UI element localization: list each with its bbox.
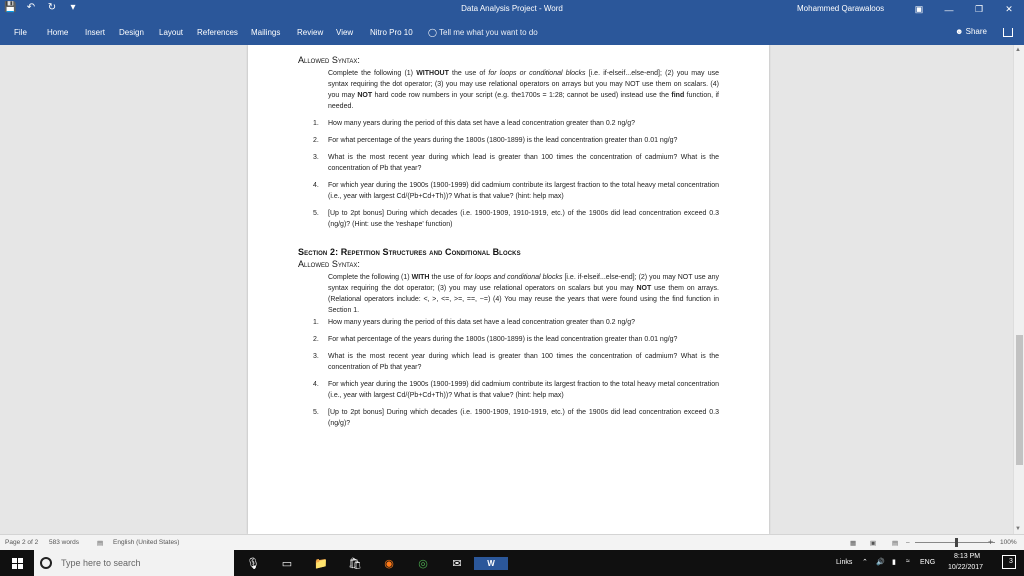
page-content — [298, 54, 719, 435]
s2-section-title: Section 2: Repetition Structures and Conditional Blocks — [298, 247, 521, 257]
zoom-level[interactable]: 100% — [1000, 539, 1017, 546]
battery-icon[interactable]: ▮ — [892, 559, 896, 566]
list-item[interactable] — [298, 334, 719, 345]
ribbon-display-icon[interactable]: ▣ — [914, 4, 924, 14]
item-text: How many years during the period of this data set have a lead concentration greater than 0.2 ng/g? — [328, 319, 636, 326]
minimize-icon[interactable]: — — [944, 4, 954, 15]
file-explorer-icon[interactable]: 📁 — [314, 557, 328, 570]
store-icon[interactable]: 🛍 — [348, 557, 362, 570]
list-item[interactable] — [298, 135, 719, 146]
search-placeholder: Type here to search — [61, 558, 141, 568]
text-run: [i.e. if-elseif...else-end]; (2) you may use syntax requiring the dot operator; (3) you may use relational operators on arrays but you may NOT use them on scalars. (4) you may — [328, 70, 719, 99]
tab-references[interactable]: References — [197, 28, 238, 37]
tab-design[interactable]: Design — [119, 28, 144, 37]
chrome-icon[interactable]: ◎ — [418, 557, 428, 570]
s2-allowed-syntax-heading: Allowed Syntax: — [298, 259, 360, 269]
text-run: Complete the following (1) — [328, 274, 412, 281]
s2-question-list — [298, 317, 719, 429]
tab-layout[interactable]: Layout — [159, 28, 184, 37]
word-count[interactable]: 583 words — [49, 539, 79, 546]
item-number: 4. — [313, 381, 319, 388]
text-run: use them on arrays. (Relational operators include: <, >, <=, >=, ==, ~=) (4) You may reuse the years that were found using the find function in Section 1. — [328, 285, 719, 314]
close-icon[interactable]: ✕ — [1005, 4, 1013, 14]
list-item[interactable] — [298, 118, 719, 129]
notification-count: 3 — [1009, 558, 1013, 565]
text-run: WITHOUT — [416, 70, 449, 77]
person-icon: ☻ — [955, 27, 966, 36]
item-number: 5. — [313, 409, 319, 416]
taskbar — [0, 550, 1024, 576]
s2-allowed-syntax-paragraph[interactable] — [328, 272, 719, 316]
status-bar — [0, 534, 1024, 550]
links-toolbar[interactable]: Links — [836, 559, 853, 566]
comments-icon[interactable] — [1003, 28, 1013, 37]
item-number: 2. — [313, 336, 319, 343]
customize-icon[interactable]: ▾ — [70, 2, 76, 13]
tab-file[interactable]: File — [14, 28, 27, 37]
word-icon[interactable]: W — [474, 557, 508, 570]
microphone-icon[interactable]: 🎙 — [246, 557, 260, 570]
item-text: [Up to 2pt bonus] During which decades (i.e. 1900-1909, 1910-1919, etc.) of the 1900s did lead concentration exceed 0.3 (ng/g)? (Hint: use the 'reshape' function) — [328, 210, 719, 228]
clock-date[interactable]: 10/22/2017 — [948, 564, 984, 571]
document-canvas[interactable] — [0, 45, 1013, 534]
item-number: 2. — [313, 137, 319, 144]
mail-icon[interactable]: ✉ — [452, 557, 462, 570]
item-text: For what percentage of the years during the 1800s (1800-1899) is the lead concentration greater than 0.01 ng/g? — [328, 336, 678, 343]
text-run: function, if needed. — [328, 92, 720, 110]
text-run: for loops and conditional blocks — [464, 274, 563, 281]
text-run: [i.e. if-elseif...else-end]; (2) you may NOT use any syntax requiring the dot operator; (3) you may use relational operators on scalars but you may — [328, 274, 719, 292]
item-text: For what percentage of the years during the 1800s (1800-1899) is the lead concentration greater than 0.01 ng/g? — [328, 137, 678, 144]
proofing-icon[interactable]: ▤ — [97, 540, 104, 547]
web-layout-icon[interactable]: ▤ — [892, 540, 899, 547]
item-text: For which year during the 1900s (1900-1999) did cadmium contribute its largest fraction to the total heavy metal concentration (i.e., year with largest Cd/(Pb+Cd+Th))? What is that value? (hint: help max) — [328, 381, 719, 399]
action-center-icon[interactable] — [1002, 555, 1016, 569]
tab-insert[interactable]: Insert — [85, 28, 106, 37]
item-text: For which year during the 1900s (1900-1999) did cadmium contribute its largest fraction to the total heavy metal concentration (i.e., year with largest Cd/(Pb+Cd+Th))? What is that value? (hint: help max) — [328, 182, 719, 200]
tell-me-input[interactable]: Tell me what you want to do — [439, 28, 538, 37]
item-text: How many years during the period of this data set have a lead concentration greater than 0.2 ng/g? — [328, 120, 636, 127]
s1-allowed-syntax-heading: Allowed Syntax: — [298, 55, 360, 65]
zoom-in-icon[interactable]: + — [988, 537, 994, 547]
taskbar-search[interactable] — [34, 550, 234, 576]
redo-icon[interactable]: ↻ — [47, 2, 57, 13]
cortana-icon — [40, 557, 52, 569]
text-run: NOT — [357, 92, 373, 99]
lightbulb-icon: ◯ — [428, 28, 437, 37]
item-text: What is the most recent year during which lead is greater than 100 times the concentration of cadmium? What is the concentration of Pb that year? — [328, 353, 719, 371]
scroll-up-icon[interactable]: ▲ — [1015, 47, 1021, 53]
item-text: [Up to 2pt bonus] During which decades (i.e. 1900-1909, 1910-1919, etc.) of the 1900s did lead concentration exceed 0.3 (ng/g)? — [328, 409, 719, 427]
chevron-up-icon[interactable]: ⌃ — [862, 559, 868, 566]
title-bar — [0, 0, 1024, 19]
taskbar-apps — [236, 550, 508, 576]
item-number: 5. — [313, 210, 319, 217]
text-run: for loops or conditional blocks — [488, 70, 586, 77]
restore-icon[interactable]: ❐ — [974, 4, 984, 14]
window-controls — [904, 0, 1024, 19]
clock-time[interactable]: 8:13 PM — [954, 553, 981, 560]
system-tray — [824, 550, 1024, 576]
list-item[interactable] — [298, 407, 719, 429]
page-count[interactable]: Page 2 of 2 — [5, 539, 39, 546]
start-button[interactable] — [0, 550, 34, 576]
volume-icon[interactable]: 🔊 — [876, 559, 885, 566]
list-item[interactable] — [298, 208, 719, 230]
text-run: WITH — [411, 274, 430, 281]
s1-allowed-syntax-paragraph[interactable] — [328, 68, 719, 112]
save-icon[interactable]: 💾 — [4, 2, 17, 13]
list-item[interactable] — [298, 351, 719, 373]
share-label: Share — [965, 27, 987, 36]
ribbon-tabs — [0, 19, 1024, 45]
list-item[interactable] — [298, 152, 719, 174]
tab-view[interactable]: View — [336, 28, 354, 37]
windows-icon — [12, 558, 23, 569]
text-run: Complete the following (1) — [328, 70, 417, 77]
undo-icon[interactable]: ↶ — [26, 2, 36, 13]
document-page[interactable] — [248, 45, 769, 534]
vertical-scrollbar[interactable] — [1013, 45, 1024, 534]
text-run: hard code row numbers in your script (e.g. the1700s = 1:28; cannot be used) instead use the — [372, 92, 672, 99]
zoom-out-icon[interactable]: – — [906, 539, 910, 546]
text-run: the use of — [429, 274, 465, 281]
text-run: the use of — [448, 70, 489, 77]
item-number: 3. — [313, 353, 319, 360]
scroll-down-icon[interactable]: ▼ — [1015, 526, 1021, 532]
tab-nitro[interactable]: Nitro Pro 10 — [370, 28, 413, 37]
item-number: 4. — [313, 182, 319, 189]
item-text: What is the most recent year during which lead is greater than 100 times the concentration of cadmium? What is the concentration of Pb that year? — [328, 154, 719, 172]
window-title: Data Analysis Project - Word — [461, 4, 563, 13]
task-view-icon[interactable]: ▭ — [281, 557, 293, 570]
wifi-icon[interactable]: ≈ — [906, 558, 910, 565]
print-layout-icon[interactable]: ▣ — [870, 540, 877, 547]
user-name[interactable]: Mohammed Qarawaloos — [797, 4, 885, 13]
text-run: NOT — [636, 285, 652, 292]
list-item[interactable] — [298, 317, 719, 328]
read-mode-icon[interactable]: ▦ — [850, 540, 857, 547]
share-button[interactable] — [955, 27, 987, 36]
language-indicator[interactable]: ENG — [920, 559, 936, 566]
tab-review[interactable]: Review — [297, 28, 324, 37]
scroll-thumb[interactable] — [1016, 335, 1023, 465]
item-number: 1. — [313, 319, 319, 326]
list-item[interactable] — [298, 180, 719, 202]
zoom-slider-thumb[interactable] — [955, 538, 958, 547]
language[interactable]: English (United States) — [113, 539, 180, 546]
list-item[interactable] — [298, 379, 719, 401]
s1-question-list — [298, 118, 719, 230]
item-number: 3. — [313, 154, 319, 161]
item-number: 1. — [313, 120, 319, 127]
firefox-icon[interactable]: ◉ — [384, 557, 394, 570]
tab-home[interactable]: Home — [47, 28, 69, 37]
tab-mailings[interactable]: Mailings — [251, 28, 281, 37]
text-run: find — [671, 92, 685, 99]
